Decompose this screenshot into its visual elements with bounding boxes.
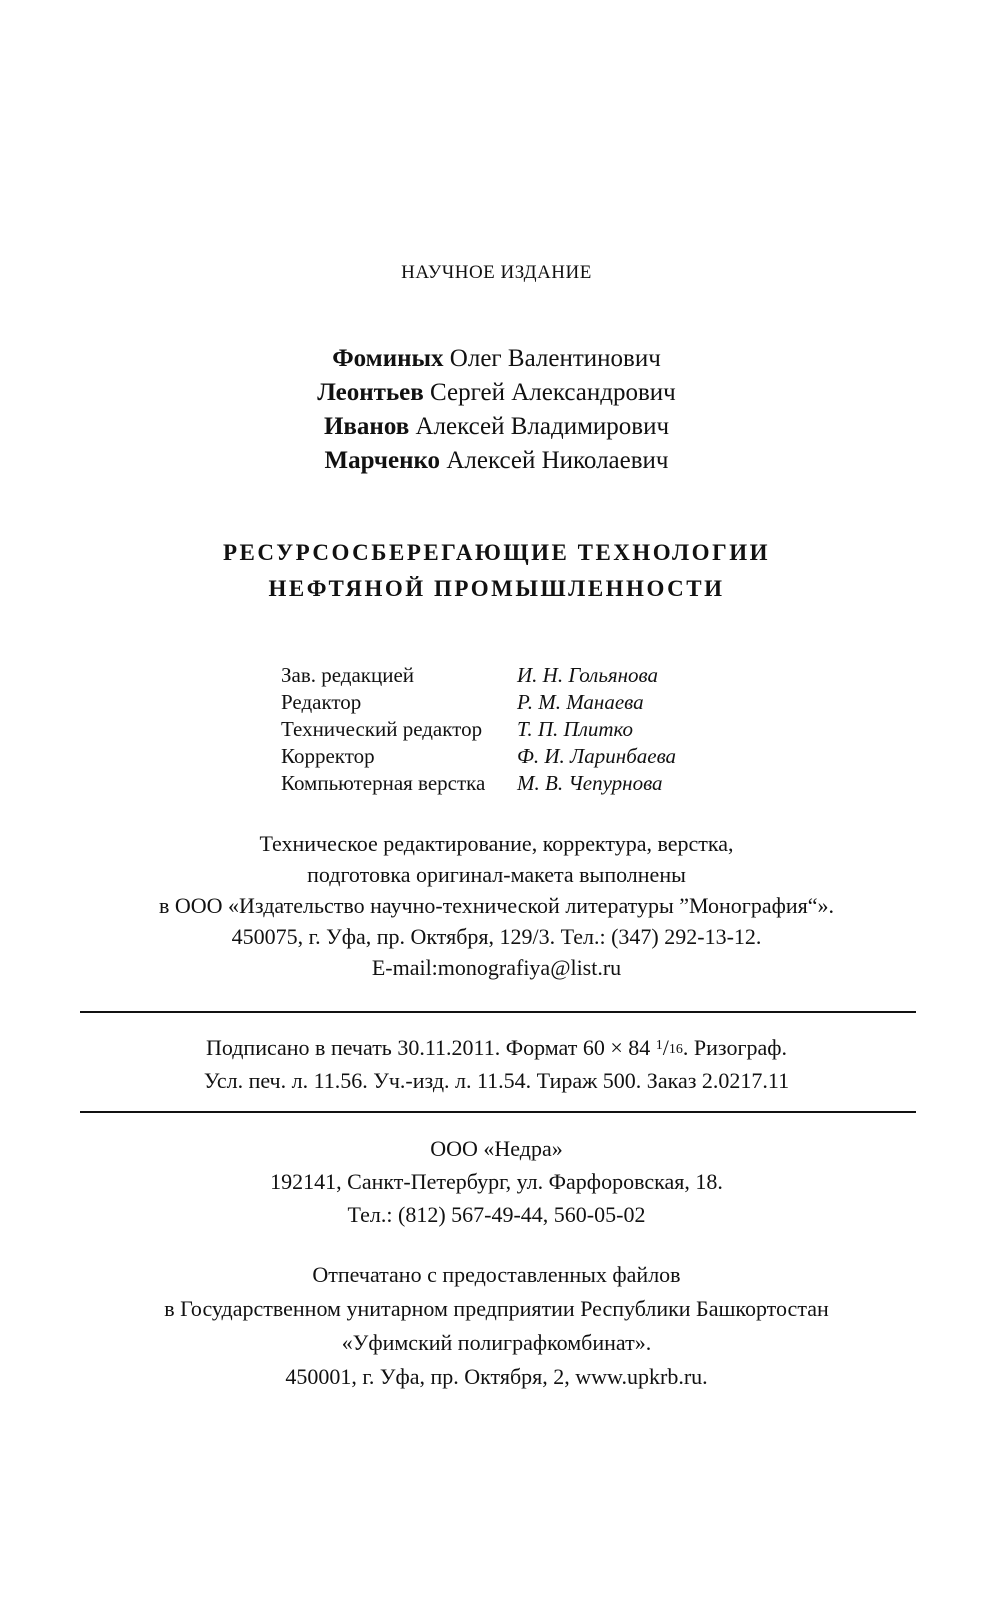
preparation-line: 450075, г. Уфа, пр. Октября, 129/3. Тел.: (347) 292-13-12. (231, 924, 762, 949)
print-info (0, 1031, 993, 1097)
staff-row (281, 770, 741, 797)
authors-list (0, 342, 993, 478)
staff-name: Т. П. Плитко (517, 717, 634, 741)
author-line (0, 410, 993, 444)
publisher-name: ООО «Недра» (430, 1136, 563, 1161)
author-surname: Марченко (324, 447, 441, 474)
author-surname: Леонтьев (317, 379, 424, 406)
edition-type: НАУЧНОЕ ИЗДАНИЕ (401, 262, 592, 283)
staff-role: Зав. редакцией (281, 663, 415, 687)
author-line (0, 376, 993, 410)
divider-bottom (80, 1111, 916, 1113)
print-format-text: Подписано в печать 30.11.2011. Формат 60 × 84 (205, 1035, 651, 1060)
staff-role: Компьютерная верстка (281, 771, 486, 795)
staff-role: Редактор (281, 690, 362, 714)
preparation-line: Техническое редактирование, корректура, верстка, (259, 831, 734, 856)
author-given-names: Алексей Николаевич (446, 447, 669, 474)
publisher-info (0, 1132, 993, 1231)
book-title-line: РЕСУРСОСБЕРЕГАЮЩИЕ ТЕХНОЛОГИИ (223, 540, 770, 565)
printing-line: «Уфимский полиграфкомбинат». (341, 1330, 652, 1355)
printing-line: Отпечатано с предоставленных файлов (312, 1262, 681, 1287)
divider-top (80, 1011, 916, 1013)
preparation-email: E-mail:monografiya@list.ru (371, 955, 622, 980)
staff-row (281, 662, 741, 689)
staff-role: Технический редактор (281, 717, 483, 741)
publisher-address: 192141, Санкт-Петербург, ул. Фарфоровская, 18. (270, 1169, 723, 1194)
print-method-text: . Ризограф. (682, 1035, 787, 1060)
author-surname: Иванов (323, 413, 410, 440)
staff-row (281, 716, 741, 743)
staff-row (281, 743, 741, 770)
author-surname: Фоминых (332, 345, 444, 372)
staff-name: Р. М. Манаева (517, 690, 644, 714)
editorial-staff (281, 662, 741, 797)
staff-name: Ф. И. Ларинбаева (517, 744, 677, 768)
printing-line: 450001, г. Уфа, пр. Октября, 2, www.upkrb.ru. (285, 1364, 708, 1389)
staff-role: Корректор (281, 744, 375, 768)
preparation-line: подготовка оригинал-макета выполнены (307, 862, 686, 887)
preparation-line: в ООО «Издательство научно-технической литературы ”Монография“». (158, 893, 835, 918)
staff-row (281, 689, 741, 716)
format-denominator: 16 (668, 1042, 683, 1057)
print-info-line: Подписано в печать 30.11.2011. Формат 60 × 84 $^1/_{16}$. Ризограф. (205, 1035, 787, 1060)
author-given-names: Олег Валентинович (449, 345, 661, 372)
preparation-info (0, 828, 993, 983)
author-line (0, 342, 993, 376)
author-given-names: Алексей Владимирович (415, 413, 670, 440)
printing-line: в Государственном унитарном предприятии Республики Башкортостан (164, 1296, 829, 1321)
author-given-names: Сергей Александрович (430, 379, 676, 406)
book-title (0, 535, 993, 607)
publisher-phone: Тел.: (812) 567-49-44, 560-05-02 (347, 1202, 646, 1227)
format-numerator: 1 (655, 1038, 663, 1053)
print-info-line: Усл. печ. л. 11.56. Уч.-изд. л. 11.54. Тираж 500. Заказ 2.0217.11 (203, 1068, 790, 1093)
printing-house-info (0, 1258, 993, 1394)
staff-name: И. Н. Гольянова (517, 663, 659, 687)
staff-name: М. В. Чепурнова (517, 771, 663, 795)
book-title-line: НЕФТЯНОЙ ПРОМЫШЛЕННОСТИ (268, 576, 725, 601)
author-line (0, 444, 993, 478)
